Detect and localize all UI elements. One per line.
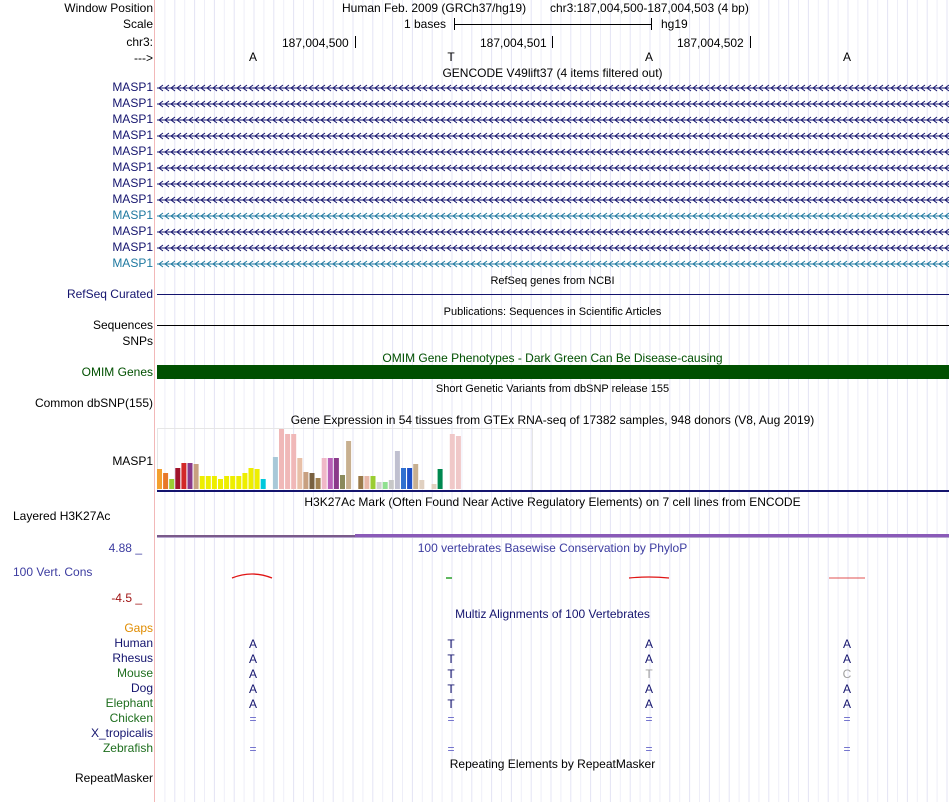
gencode-gene-label[interactable]: MASP1 [112, 80, 153, 94]
omim-track-label[interactable]: OMIM Genes [81, 365, 153, 379]
coord-label-2: 187,004,501 [480, 36, 547, 50]
gtex-tissue-bar [273, 457, 278, 489]
aligned-base: A [842, 697, 851, 711]
snps-track-label[interactable]: SNPs [122, 334, 153, 348]
gencode-gene-label[interactable]: MASP1 [112, 128, 153, 142]
gencode-gene-row [157, 117, 949, 123]
refseq-track-label[interactable]: RefSeq Curated [66, 287, 153, 301]
gtex-tissue-bar [200, 476, 205, 489]
gtex-tissue-bar [383, 482, 388, 489]
window-position-label: Window Position [64, 1, 153, 15]
phylop-min-label: -4.5 _ [111, 591, 142, 605]
species-label: Elephant [105, 696, 153, 710]
gtex-tissue-bar [261, 479, 266, 489]
gtex-tissue-bar [230, 476, 235, 489]
refseq-track-title: RefSeq genes from NCBI [490, 275, 615, 287]
aligned-base: A [842, 637, 851, 651]
gtex-tissue-bar [364, 476, 369, 489]
gtex-tissue-bar [340, 475, 345, 489]
gtex-tissue-bar [346, 441, 351, 489]
gencode-gene-label[interactable]: MASP1 [112, 256, 153, 270]
gtex-tissue-bar [224, 476, 229, 489]
species-label: Zebrafish [102, 741, 153, 755]
gtex-tissue-bar [279, 429, 284, 489]
gencode-track-title: GENCODE V49lift37 (4 items filtered out) [442, 66, 663, 80]
gtex-tissue-bar [371, 476, 376, 489]
gtex-tissue-bar [395, 451, 400, 489]
gencode-gene-label[interactable]: MASP1 [112, 176, 153, 190]
aligned-base: = [249, 712, 257, 726]
gencode-gene-row [157, 197, 949, 203]
gencode-gene-label[interactable]: MASP1 [112, 96, 153, 110]
gtex-tissue-bar [194, 464, 199, 489]
coord-tick-2 [552, 36, 553, 48]
gtex-tissue-bar [212, 476, 217, 489]
gtex-tissue-bar [169, 479, 174, 489]
gtex-tissue-bar [206, 476, 211, 489]
h3k27ac-baseline [157, 537, 949, 538]
ref-base-1: A [248, 50, 257, 64]
aligned-base: A [248, 697, 257, 711]
ref-base-4: A [842, 50, 851, 64]
gencode-gene-label[interactable]: MASP1 [112, 192, 153, 206]
gencode-gene-label[interactable]: MASP1 [112, 144, 153, 158]
scale-bar [454, 17, 652, 31]
gtex-tissue-bar [249, 468, 254, 489]
gencode-gene-label[interactable]: MASP1 [112, 240, 153, 254]
gtex-tissue-bar [310, 473, 315, 489]
gtex-tissue-bar [413, 464, 418, 489]
phylop-max-label: 4.88 _ [108, 541, 142, 555]
gtex-tissue-bar [303, 472, 308, 489]
h3k27ac-track-label[interactable]: Layered H3K27Ac [13, 509, 111, 523]
gtex-tissue-bar [334, 458, 339, 489]
omim-phenotype-bar[interactable] [157, 365, 949, 379]
gencode-gene-row [157, 133, 949, 139]
dbsnp-track-title: Short Genetic Variants from dbSNP release 155 [435, 383, 670, 395]
aligned-base: T [645, 667, 653, 681]
aligned-base: C [842, 667, 852, 681]
gtex-tissue-bar [456, 436, 461, 489]
coord-tick-3 [750, 36, 751, 48]
scale-text: 1 bases [404, 17, 447, 31]
aligned-base: = [447, 712, 455, 726]
gtex-tissue-bar [255, 469, 260, 489]
gencode-gene-row [157, 101, 949, 107]
assembly-name: Human Feb. 2009 (GRCh37/hg19) [342, 1, 527, 15]
scale-db: hg19 [661, 17, 688, 31]
gtex-tissue-bar [401, 468, 406, 489]
gencode-gene-row [157, 261, 949, 267]
gtex-tissue-bar [188, 463, 193, 489]
species-label: Rhesus [112, 651, 153, 665]
gtex-tissue-bar [297, 458, 302, 489]
aligned-base: A [842, 682, 851, 696]
aligned-base: T [447, 697, 455, 711]
gtex-tissue-bar [438, 469, 443, 489]
aligned-base: A [248, 667, 257, 681]
gencode-gene-rows[interactable] [157, 80, 949, 272]
publications-track-label[interactable]: Sequences [92, 318, 153, 332]
gaps-label: Gaps [124, 621, 153, 635]
gencode-gene-label[interactable]: MASP1 [112, 160, 153, 174]
publications-track-title: Publications: Sequences in Scientific Articles [443, 306, 662, 318]
coord-tick-1 [355, 36, 356, 48]
gencode-gene-row [157, 229, 949, 235]
h3k27ac-track-title: H3K27Ac Mark (Often Found Near Active Regulatory Elements) on 7 cell lines from ENCODE [304, 495, 801, 509]
species-label: Dog [130, 681, 153, 695]
aligned-base: T [447, 667, 455, 681]
multiz-track-title: Multiz Alignments of 100 Vertebrates [455, 607, 650, 621]
phylop-peak-1 [232, 574, 272, 578]
gencode-gene-label[interactable]: MASP1 [112, 208, 153, 222]
gtex-baseline [157, 490, 949, 492]
aligned-base: = [645, 742, 653, 756]
aligned-base: T [447, 637, 455, 651]
species-label: Human [114, 636, 153, 650]
gtex-tissue-bar [242, 473, 247, 489]
gtex-expression-bars[interactable] [157, 428, 949, 492]
aligned-base: A [248, 682, 257, 696]
gencode-gene-label[interactable]: MASP1 [112, 112, 153, 126]
coord-label-3: 187,004,502 [677, 36, 744, 50]
gencode-gene-row [157, 85, 949, 91]
dbsnp-track-label[interactable]: Common dbSNP(155) [34, 396, 153, 410]
ref-base-3: A [644, 50, 653, 64]
gtex-tissue-bar [419, 480, 424, 489]
gtex-track-title: Gene Expression in 54 tissues from GTEx RNA-seq of 17382 samples, 948 donors (V8, Aug 2019) [290, 413, 815, 427]
aligned-base: A [644, 652, 653, 666]
gencode-gene-row [157, 213, 949, 219]
phylop-signal[interactable] [157, 568, 949, 584]
repeatmasker-track-label[interactable]: RepeatMasker [74, 771, 153, 785]
repeatmasker-track-title: Repeating Elements by RepeatMasker [449, 757, 656, 771]
gtex-tissue-bar [291, 434, 296, 489]
gtex-tissue-bar [157, 469, 162, 489]
gtex-tissue-bar [322, 458, 327, 489]
gtex-tissue-bar [377, 482, 382, 489]
gtex-tissue-bar [285, 434, 290, 489]
aligned-base: A [842, 652, 851, 666]
gencode-gene-row [157, 181, 949, 187]
gtex-tissue-bar [407, 468, 412, 489]
ref-base-2: T [447, 50, 455, 64]
gtex-tissue-bar [181, 463, 186, 489]
region-coordinates: chr3:187,004,500-187,004,503 (4 bp) [550, 1, 749, 15]
species-label: Chicken [109, 711, 153, 725]
chromosome-label: chr3: [126, 35, 153, 49]
gtex-tissue-bar [175, 468, 180, 489]
omim-track-title: OMIM Gene Phenotypes - Dark Green Can Be Disease-causing [382, 351, 723, 365]
refseq-gene-line[interactable] [157, 294, 949, 295]
gtex-tissue-bar [218, 479, 223, 489]
scale-label: Scale [122, 17, 153, 31]
aligned-base: T [447, 652, 455, 666]
aligned-base: A [644, 697, 653, 711]
phylop-peak-3 [629, 577, 669, 578]
gtex-tissue-bar [236, 476, 241, 489]
gencode-gene-row [157, 245, 949, 251]
aligned-base: = [645, 712, 653, 726]
gencode-gene-label[interactable]: MASP1 [112, 224, 153, 238]
aligned-base: A [248, 652, 257, 666]
aligned-base: = [843, 712, 851, 726]
aligned-base: A [248, 637, 257, 651]
gencode-gene-row [157, 165, 949, 171]
gencode-gene-row [157, 149, 949, 155]
publications-sequence-line[interactable] [157, 325, 949, 326]
aligned-base: = [249, 742, 257, 756]
phylop-track-title: 100 vertebrates Basewise Conservation by PhyloP [417, 541, 688, 555]
aligned-base: A [644, 682, 653, 696]
gtex-tissue-bar [328, 458, 333, 489]
track-labels-column [0, 0, 155, 802]
gtex-tissue-bar [450, 434, 455, 489]
aligned-base: A [644, 637, 653, 651]
gtex-tissue-bar [316, 478, 321, 489]
coord-label-1: 187,004,500 [282, 36, 349, 50]
gtex-tissue-bar [358, 476, 363, 489]
gtex-tissue-bar [163, 473, 168, 489]
species-label: X_tropicalis [90, 726, 153, 740]
gtex-tissue-bar [432, 484, 437, 489]
gtex-tissue-bar [389, 480, 394, 489]
species-label: Mouse [116, 666, 153, 680]
aligned-base: = [843, 742, 851, 756]
aligned-base: T [447, 682, 455, 696]
strand-label: ---> [134, 51, 153, 65]
gtex-track-label[interactable]: MASP1 [112, 454, 153, 468]
aligned-base: = [447, 742, 455, 756]
phylop-track-label[interactable]: 100 Vert. Cons [13, 565, 93, 579]
